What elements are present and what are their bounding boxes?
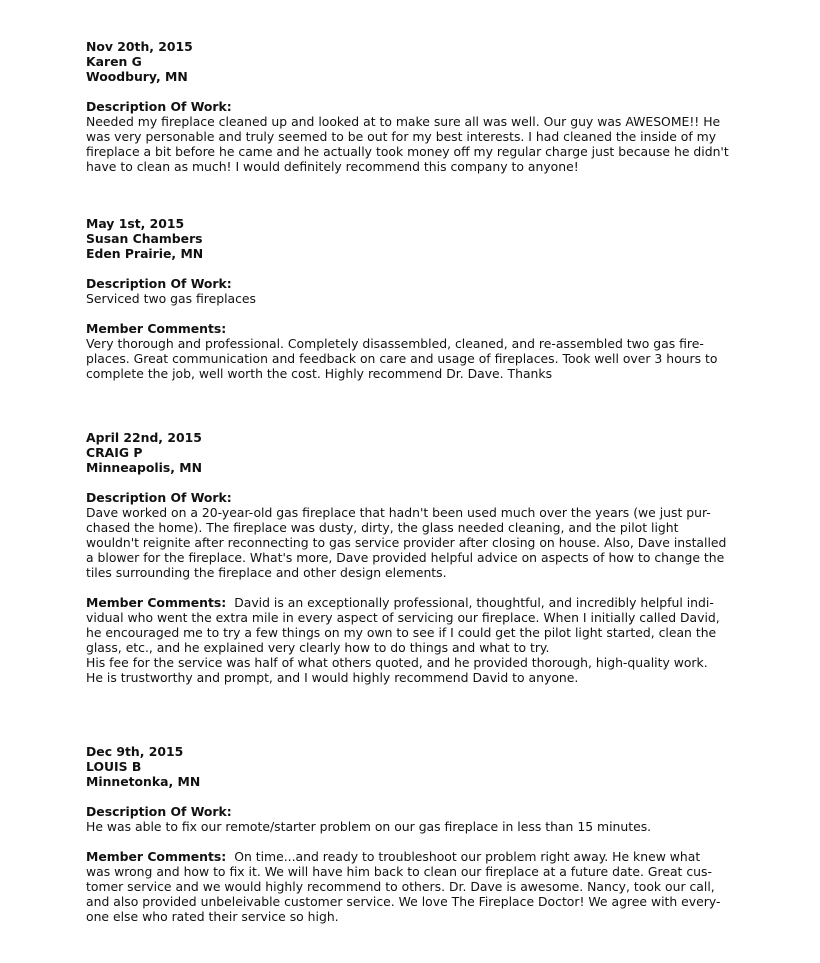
description-label: Description Of Work:: [86, 490, 232, 505]
description-text: Serviced two gas fireplaces: [86, 291, 257, 306]
comments-text: David is an exceptionally professional, thoughtful, and incredibly helpful indi- vidual who went the extra mile in every aspect of servicing our fireplace. When I initially called David, he encouraged me to try a few things on my own to see if I could get the pilot light started, clean the glass, etc., and he explained very clearly how to do things and what to try. His fee for the service was half of what others quoted, and he provided thorough, high-quality work. He is trustworthy and prompt, and I would highly recommend David to anyone.: [86, 595, 720, 685]
review-entry: [86, 744, 746, 924]
reviewer-location: Minneapolis, MN: [86, 460, 202, 475]
description-section: [86, 804, 746, 834]
review-date: May 1st, 2015: [86, 216, 185, 231]
review-entry: [86, 39, 746, 174]
description-label: Description Of Work:: [86, 804, 232, 819]
description-label: Description Of Work:: [86, 99, 232, 114]
description-section: [86, 99, 746, 174]
comments-label: Member Comments:: [86, 321, 227, 336]
description-text: Needed my fireplace cleaned up and looked at to make sure all was well. Our guy was AWESOME!! He was very personable and truly seemed to be out for my best interests. I had cleaned the inside of my fireplace a bit before he came and he actually took money off my regular charge just because he didn't have to clean as much! I would definitely recommend this company to anyone!: [86, 114, 729, 174]
review-date: Nov 20th, 2015: [86, 39, 193, 54]
reviewer-location: Woodbury, MN: [86, 69, 188, 84]
comments-text: On time...and ready to troubleshoot our problem right away. He knew what was wrong and how to fix it. We will have him back to clean our fireplace at a future date. Great cus- tomer service and we would highly recommend to others. Dr. Dave is awesome. Nancy, took our call, and also provided unbeleivable customer service. We love The Fireplace Doctor! We agree with every- one else who rated their service so high.: [86, 849, 721, 924]
description-text: Dave worked on a 20-year-old gas fireplace that hadn't been used much over the years (we just pur- chased the home). The fireplace was dusty, dirty, the glass needed cleaning, and the pilot light wouldn't reignite after reconnecting to gas service provider after closing on house. Also, Dave installed a blower for the fireplace. What's more, Dave provided helpful advice on aspects of how to change the tiles surrounding the fireplace and other design elements.: [86, 505, 727, 580]
reviewer-location: Eden Prairie, MN: [86, 246, 204, 261]
description-section: [86, 276, 746, 306]
reviewer-name: CRAIG P: [86, 445, 143, 460]
review-date: Dec 9th, 2015: [86, 744, 184, 759]
description-label: Description Of Work:: [86, 276, 232, 291]
description-text: He was able to fix our remote/starter problem on our gas fireplace in less than 15 minutes.: [86, 819, 652, 834]
reviewer-name: Karen G: [86, 54, 142, 69]
description-section: [86, 490, 746, 580]
reviewer-name: Susan Chambers: [86, 231, 203, 246]
comments-text: Very thorough and professional. Completely disassembled, cleaned, and re-assembled two gas fire- places. Great communication and feedback on care and usage of fireplaces. Took well over 3 hours to complete the job, well worth the cost. Highly recommend Dr. Dave. Thanks: [86, 336, 718, 381]
review-entry: [86, 430, 746, 685]
reviewer-location: Minnetonka, MN: [86, 774, 201, 789]
reviewer-name: LOUIS B: [86, 759, 142, 774]
review-entry: [86, 216, 746, 381]
comments-label: Member Comments:: [86, 849, 227, 864]
review-date: April 22nd, 2015: [86, 430, 202, 445]
comments-section: [86, 595, 746, 685]
comments-section: [86, 321, 746, 381]
comments-section: [86, 849, 746, 924]
comments-label: Member Comments:: [86, 595, 227, 610]
